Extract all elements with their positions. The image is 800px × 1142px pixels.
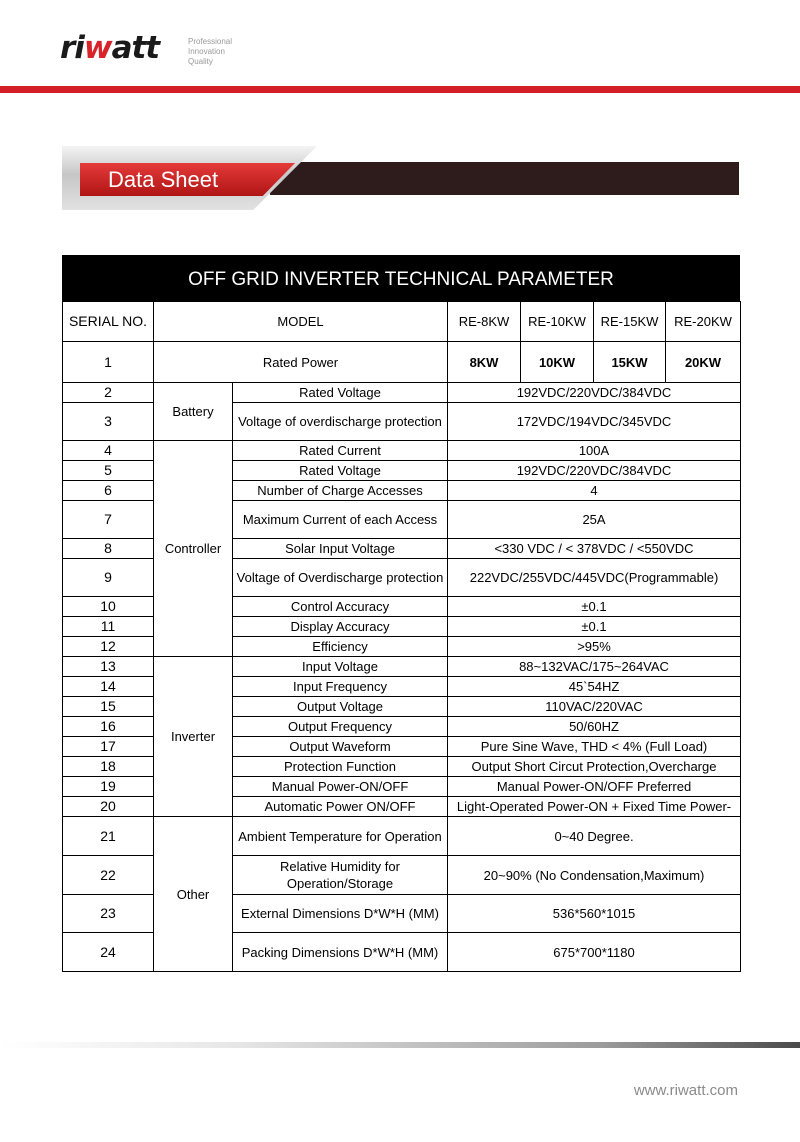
- param-cell: Rated Power: [154, 342, 448, 383]
- param-cell: Input Frequency: [233, 677, 448, 697]
- param-cell: Output Voltage: [233, 697, 448, 717]
- tagline-line: Professional: [188, 37, 233, 46]
- serial-cell: 7: [63, 501, 154, 539]
- param-cell: Efficiency: [233, 637, 448, 657]
- value-cell: 100A: [448, 441, 741, 461]
- rated-power-value: 20KW: [666, 342, 741, 383]
- footer-website: www.riwatt.com: [633, 1082, 738, 1099]
- param-cell: Rated Voltage: [233, 461, 448, 481]
- param-cell: Protection Function: [233, 757, 448, 777]
- param-cell: Voltage of overdischarge protection: [233, 403, 448, 441]
- value-cell: Light-Operated Power-ON + Fixed Time Power-: [448, 797, 741, 817]
- value-cell: 4: [448, 481, 741, 501]
- value-cell: ±0.1: [448, 597, 741, 617]
- serial-cell: 1: [63, 342, 154, 383]
- value-cell: Manual Power-ON/OFF Preferred: [448, 777, 741, 797]
- banner-label: Data Sheet: [108, 167, 219, 192]
- table-row: [63, 342, 741, 383]
- value-cell: 536*560*1015: [448, 895, 741, 933]
- table-row: [63, 441, 741, 461]
- footer-gradient-line: [0, 1042, 800, 1048]
- serial-cell: 14: [63, 677, 154, 697]
- serial-cell: 4: [63, 441, 154, 461]
- tagline-line: Quality: [188, 57, 213, 66]
- value-cell: 675*700*1180: [448, 933, 741, 972]
- param-cell: External Dimensions D*W*H (MM): [233, 895, 448, 933]
- serial-cell: 6: [63, 481, 154, 501]
- serial-cell: 20: [63, 797, 154, 817]
- serial-cell: 2: [63, 383, 154, 403]
- param-cell: Rated Voltage: [233, 383, 448, 403]
- param-cell: Voltage of Overdischarge protection: [233, 559, 448, 597]
- serial-cell: 15: [63, 697, 154, 717]
- param-cell: Relative Humidity for Operation/Storage: [233, 856, 448, 895]
- value-cell: 20~90% (No Condensation,Maximum): [448, 856, 741, 895]
- value-cell: 192VDC/220VDC/384VDC: [448, 383, 741, 403]
- rated-power-value: 15KW: [594, 342, 666, 383]
- param-cell: Number of Charge Accesses: [233, 481, 448, 501]
- tagline-line: Innovation: [188, 47, 225, 56]
- table-row: [63, 383, 741, 403]
- serial-cell: 21: [63, 817, 154, 856]
- value-cell: <330 VDC / < 378VDC / <550VDC: [448, 539, 741, 559]
- rated-power-value: 8KW: [448, 342, 521, 383]
- banner-dark-bar: [270, 162, 739, 195]
- value-cell: 88~132VAC/175~264VAC: [448, 657, 741, 677]
- serial-cell: 17: [63, 737, 154, 757]
- serial-cell: 19: [63, 777, 154, 797]
- value-cell: 222VDC/255VDC/445VDC(Programmable): [448, 559, 741, 597]
- group-cell-other: Other: [154, 817, 233, 972]
- model-column: RE-20KW: [666, 302, 741, 342]
- serial-cell: 22: [63, 856, 154, 895]
- serial-cell: 11: [63, 617, 154, 637]
- param-cell: Display Accuracy: [233, 617, 448, 637]
- serial-cell: 12: [63, 637, 154, 657]
- param-cell: Automatic Power ON/OFF: [233, 797, 448, 817]
- table-header-row: [63, 302, 741, 342]
- table-row: [63, 657, 741, 677]
- param-cell: Maximum Current of each Access: [233, 501, 448, 539]
- model-column: RE-8KW: [448, 302, 521, 342]
- rated-power-value: 10KW: [521, 342, 594, 383]
- serial-cell: 5: [63, 461, 154, 481]
- value-cell: Pure Sine Wave, THD < 4% (Full Load): [448, 737, 741, 757]
- group-cell-inverter: Inverter: [154, 657, 233, 817]
- riwatt-logo: riwatt: [60, 30, 160, 66]
- serial-cell: 16: [63, 717, 154, 737]
- param-cell: Input Voltage: [233, 657, 448, 677]
- param-cell: Manual Power-ON/OFF: [233, 777, 448, 797]
- model-column: RE-15KW: [594, 302, 666, 342]
- value-cell: 0~40 Degree.: [448, 817, 741, 856]
- value-cell: 45`54HZ: [448, 677, 741, 697]
- value-cell: ±0.1: [448, 617, 741, 637]
- value-cell: 50/60HZ: [448, 717, 741, 737]
- group-cell-controller: Controller: [154, 441, 233, 657]
- model-header: MODEL: [154, 302, 448, 342]
- param-cell: Solar Input Voltage: [233, 539, 448, 559]
- param-cell: Control Accuracy: [233, 597, 448, 617]
- value-cell: 25A: [448, 501, 741, 539]
- param-cell: Output Waveform: [233, 737, 448, 757]
- brand-tagline: [188, 37, 232, 67]
- model-column: RE-10KW: [521, 302, 594, 342]
- serial-header: SERIAL NO.: [63, 302, 154, 342]
- header-red-bar: [0, 86, 800, 93]
- serial-cell: 13: [63, 657, 154, 677]
- serial-cell: 9: [63, 559, 154, 597]
- serial-cell: 23: [63, 895, 154, 933]
- serial-cell: 18: [63, 757, 154, 777]
- group-cell-battery: Battery: [154, 383, 233, 441]
- spec-table: [62, 301, 741, 972]
- param-cell: Output Frequency: [233, 717, 448, 737]
- value-cell: 192VDC/220VDC/384VDC: [448, 461, 741, 481]
- value-cell: 172VDC/194VDC/345VDC: [448, 403, 741, 441]
- serial-cell: 10: [63, 597, 154, 617]
- value-cell: >95%: [448, 637, 741, 657]
- value-cell: Output Short Circut Protection,Overcharge: [448, 757, 741, 777]
- serial-cell: 24: [63, 933, 154, 972]
- param-cell: Ambient Temperature for Operation: [233, 817, 448, 856]
- param-cell: Packing Dimensions D*W*H (MM): [233, 933, 448, 972]
- table-title: OFF GRID INVERTER TECHNICAL PARAMETER: [62, 255, 740, 301]
- param-cell: Rated Current: [233, 441, 448, 461]
- table-row: [63, 817, 741, 856]
- serial-cell: 3: [63, 403, 154, 441]
- value-cell: 110VAC/220VAC: [448, 697, 741, 717]
- serial-cell: 8: [63, 539, 154, 559]
